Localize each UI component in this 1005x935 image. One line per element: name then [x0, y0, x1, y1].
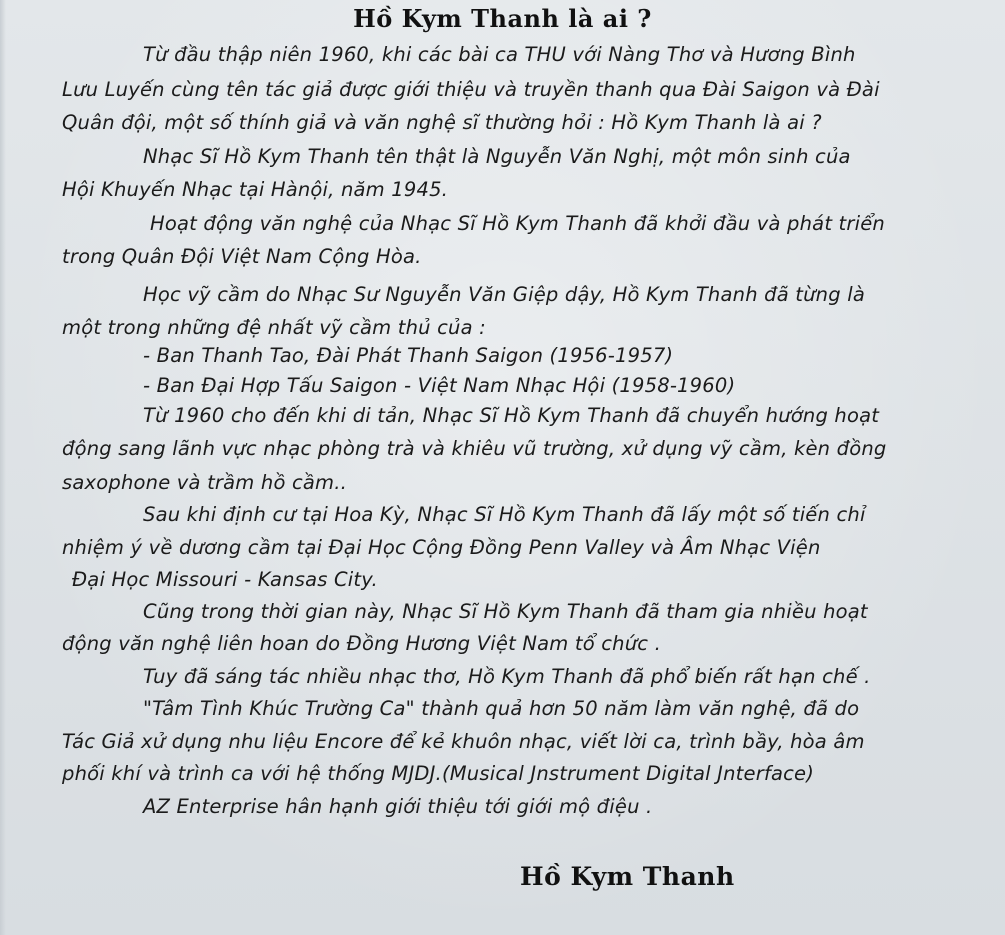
- page-edge-shadow: [0, 0, 6, 935]
- page-title: Hồ Kym Thanh là ai ?: [353, 4, 652, 33]
- text-line: Hoạt động văn nghệ của Nhạc Sĩ Hồ Kym Thanh đã khởi đầu và phát triển: [150, 212, 885, 235]
- text-line: Từ 1960 cho đến khi di tản, Nhạc Sĩ Hồ Kym Thanh đã chuyển hướng hoạt: [143, 404, 880, 427]
- text-line: Cũng trong thời gian này, Nhạc Sĩ Hồ Kym Thanh đã tham gia nhiều hoạt: [143, 600, 868, 623]
- text-line: Hội Khuyến Nhạc tại Hànội, năm 1945.: [62, 178, 449, 201]
- text-line: phối khí và trình ca với hệ thống MJDJ.(Musical Jnstrument Digital Jnterface): [62, 762, 815, 785]
- text-line: - Ban Đại Hợp Tấu Saigon - Việt Nam Nhạc Hội (1958-1960): [143, 374, 736, 397]
- text-line: Quân đội, một số thính giả và văn nghệ sĩ thường hỏi : Hồ Kym Thanh là ai ?: [62, 111, 822, 134]
- text-line: AZ Enterprise hân hạnh giới thiệu tới giới mộ điệu .: [143, 795, 653, 818]
- text-line: trong Quân Đội Việt Nam Cộng Hòa.: [62, 245, 422, 268]
- text-line: Học vỹ cầm do Nhạc Sư Nguyễn Văn Giệp dậy, Hồ Kym Thanh đã từng là: [143, 283, 865, 306]
- text-line: Đại Học Missouri - Kansas City.: [72, 568, 378, 591]
- text-line: động sang lãnh vực nhạc phòng trà và khiêu vũ trường, xử dụng vỹ cầm, kèn đồng: [62, 437, 887, 460]
- text-line: Sau khi định cư tại Hoa Kỳ, Nhạc Sĩ Hồ Kym Thanh đã lấy một số tiến chỉ: [143, 503, 866, 526]
- text-line: Lưu Luyến cùng tên tác giả được giới thiệu và truyền thanh qua Đài Saigon và Đài: [62, 78, 880, 101]
- author-signature: Hồ Kym Thanh: [520, 862, 735, 891]
- text-line: động văn nghệ liên hoan do Đồng Hương Việt Nam tổ chức .: [62, 632, 661, 655]
- text-line: Nhạc Sĩ Hồ Kym Thanh tên thật là Nguyễn Văn Nghị, một môn sinh của: [143, 145, 851, 168]
- text-line: nhiệm ý về dương cầm tại Đại Học Cộng Đồng Penn Valley và Âm Nhạc Viện: [62, 536, 821, 559]
- text-line: Tuy đã sáng tác nhiều nhạc thơ, Hồ Kym Thanh đã phổ biến rất hạn chế .: [143, 665, 871, 688]
- text-line: - Ban Thanh Tao, Đài Phát Thanh Saigon (1956-1957): [143, 344, 674, 367]
- text-line: Tác Giả xử dụng nhu liệu Encore để kẻ khuôn nhạc, viết lời ca, trình bầy, hòa âm: [62, 730, 865, 753]
- text-line: "Tâm Tình Khúc Trường Ca" thành quả hơn 50 năm làm văn nghệ, đã do: [143, 697, 860, 720]
- text-line: saxophone và trầm hồ cầm..: [62, 471, 348, 494]
- text-line: một trong những đệ nhất vỹ cầm thủ của :: [62, 316, 486, 339]
- text-line: Từ đầu thập niên 1960, khi các bài ca THU với Nàng Thơ và Hương Bình: [143, 43, 856, 66]
